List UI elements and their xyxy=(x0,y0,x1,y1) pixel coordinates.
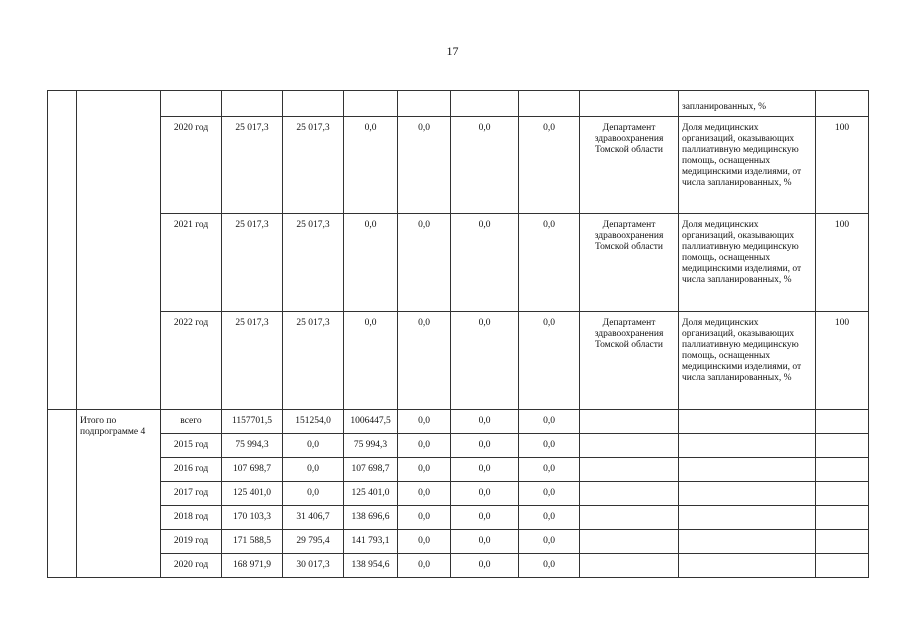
source-cell: 138 696,6 xyxy=(344,506,398,530)
source-cell: 0,0 xyxy=(398,530,451,554)
source-cell: 0,0 xyxy=(451,410,519,434)
total-cell: 171 588,5 xyxy=(222,530,283,554)
source-cell: 0,0 xyxy=(519,506,580,530)
source-cell: 0,0 xyxy=(519,117,580,214)
source-cell: 0,0 xyxy=(398,117,451,214)
indicator-value-cell: 100 xyxy=(816,117,869,214)
subprogram-total-label: Итого по подпрограмме 4 xyxy=(77,410,161,578)
source-cell: 0,0 xyxy=(451,434,519,458)
source-cell: 0,0 xyxy=(451,214,519,312)
indicator-cell: Доля медицинских организаций, оказывающих паллиативную медицинскую помощь, оснащенных медицинскими изделиями, от числа запланированных, % xyxy=(679,312,816,410)
table-row xyxy=(48,458,869,482)
source-cell: 0,0 xyxy=(398,482,451,506)
source-cell: 0,0 xyxy=(519,530,580,554)
source-cell: 0,0 xyxy=(451,482,519,506)
source-cell: 0,0 xyxy=(398,214,451,312)
source-cell: 0,0 xyxy=(519,554,580,578)
total-cell: 25 017,3 xyxy=(222,214,283,312)
source-cell: 0,0 xyxy=(398,410,451,434)
source-cell: 0,0 xyxy=(451,117,519,214)
table-row xyxy=(48,530,869,554)
total-cell: 75 994,3 xyxy=(222,434,283,458)
indicator-cell: запланированных, % xyxy=(679,91,816,117)
total-cell: 170 103,3 xyxy=(222,506,283,530)
source-cell: 151254,0 xyxy=(283,410,344,434)
total-cell: 168 971,9 xyxy=(222,554,283,578)
year-cell: 2021 год xyxy=(161,214,222,312)
year-cell: всего xyxy=(161,410,222,434)
year-cell: 2018 год xyxy=(161,506,222,530)
executor-cell: Департамент здравоохранения Томской области xyxy=(580,117,679,214)
source-cell: 0,0 xyxy=(451,554,519,578)
name-cell xyxy=(77,91,161,410)
source-cell: 0,0 xyxy=(344,214,398,312)
total-cell: 25 017,3 xyxy=(222,117,283,214)
indicator-value-cell: 100 xyxy=(816,312,869,410)
year-cell: 2022 год xyxy=(161,312,222,410)
source-cell: 107 698,7 xyxy=(344,458,398,482)
source-cell: 25 017,3 xyxy=(283,117,344,214)
total-cell: 107 698,7 xyxy=(222,458,283,482)
source-cell: 0,0 xyxy=(283,458,344,482)
source-cell: 75 994,3 xyxy=(344,434,398,458)
table-row xyxy=(48,506,869,530)
source-cell: 0,0 xyxy=(519,410,580,434)
table-row xyxy=(48,554,869,578)
source-cell: 0,0 xyxy=(398,458,451,482)
source-cell: 138 954,6 xyxy=(344,554,398,578)
source-cell: 0,0 xyxy=(451,506,519,530)
table-row xyxy=(48,434,869,458)
source-cell: 1006447,5 xyxy=(344,410,398,434)
source-cell: 0,0 xyxy=(398,312,451,410)
source-cell: 0,0 xyxy=(519,458,580,482)
source-cell: 25 017,3 xyxy=(283,312,344,410)
source-cell: 0,0 xyxy=(451,312,519,410)
indicator-cell: Доля медицинских организаций, оказывающих паллиативную медицинскую помощь, оснащенных медицинскими изделиями, от числа запланированных, % xyxy=(679,117,816,214)
executor-cell: Департамент здравоохранения Томской области xyxy=(580,214,679,312)
source-cell: 0,0 xyxy=(283,482,344,506)
source-cell: 31 406,7 xyxy=(283,506,344,530)
source-cell: 0,0 xyxy=(451,458,519,482)
table-row xyxy=(48,482,869,506)
total-cell: 125 401,0 xyxy=(222,482,283,506)
source-cell: 0,0 xyxy=(519,312,580,410)
budget-table xyxy=(47,90,869,578)
table-row xyxy=(48,117,869,214)
year-cell: 2017 год xyxy=(161,482,222,506)
table-row xyxy=(48,410,869,434)
source-cell: 0,0 xyxy=(519,434,580,458)
page-number: 17 xyxy=(446,44,459,58)
source-cell: 25 017,3 xyxy=(283,214,344,312)
year-cell: 2020 год xyxy=(161,554,222,578)
year-cell: 2015 год xyxy=(161,434,222,458)
source-cell: 29 795,4 xyxy=(283,530,344,554)
num-cell xyxy=(48,91,77,410)
source-cell: 0,0 xyxy=(344,312,398,410)
source-cell: 0,0 xyxy=(451,530,519,554)
source-cell: 0,0 xyxy=(519,214,580,312)
source-cell: 30 017,3 xyxy=(283,554,344,578)
num-cell xyxy=(48,410,77,578)
total-cell: 1157701,5 xyxy=(222,410,283,434)
total-cell: 25 017,3 xyxy=(222,312,283,410)
source-cell: 0,0 xyxy=(398,554,451,578)
executor-cell: Департамент здравоохранения Томской области xyxy=(580,312,679,410)
source-cell: 0,0 xyxy=(283,434,344,458)
table-row xyxy=(48,214,869,312)
source-cell: 141 793,1 xyxy=(344,530,398,554)
year-cell: 2019 год xyxy=(161,530,222,554)
source-cell: 0,0 xyxy=(398,434,451,458)
source-cell: 0,0 xyxy=(398,506,451,530)
indicator-cell: Доля медицинских организаций, оказывающих паллиативную медицинскую помощь, оснащенных медицинскими изделиями, от числа запланированных, % xyxy=(679,214,816,312)
source-cell: 125 401,0 xyxy=(344,482,398,506)
table-row xyxy=(48,91,869,117)
indicator-value-cell: 100 xyxy=(816,214,869,312)
year-cell: 2020 год xyxy=(161,117,222,214)
source-cell: 0,0 xyxy=(519,482,580,506)
year-cell: 2016 год xyxy=(161,458,222,482)
source-cell: 0,0 xyxy=(344,117,398,214)
table-row xyxy=(48,312,869,410)
